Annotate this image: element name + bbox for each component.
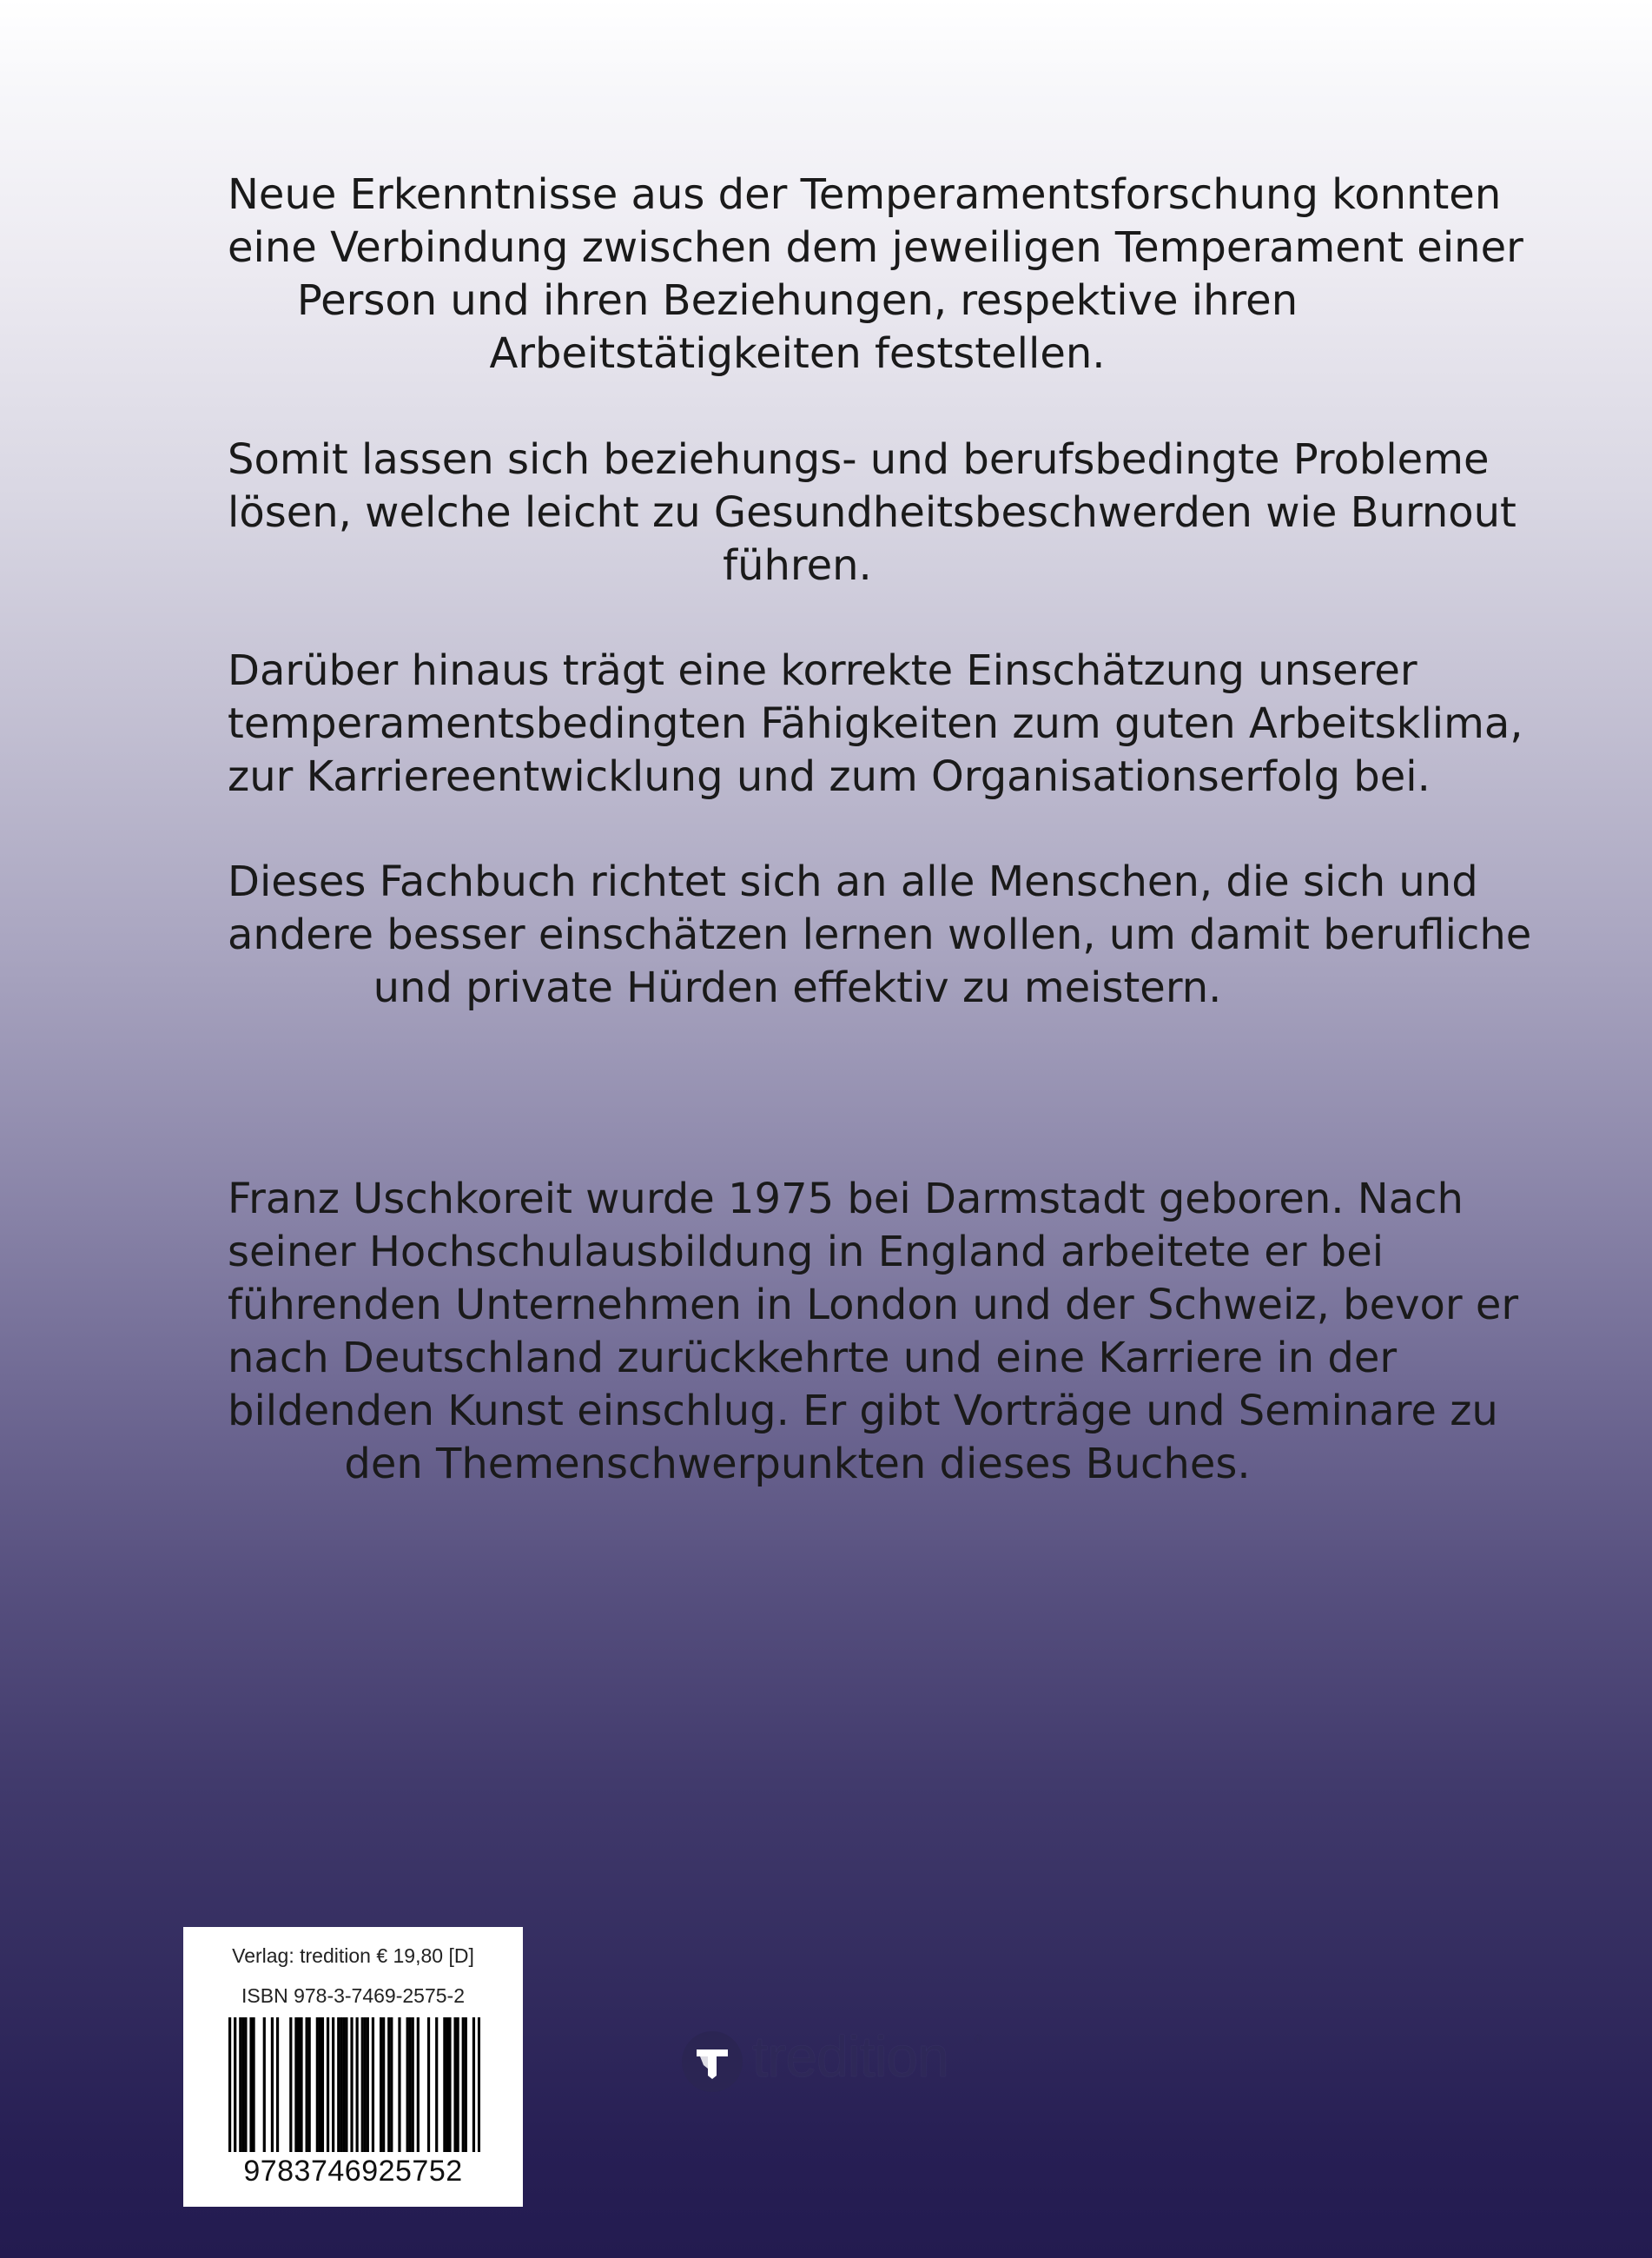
barcode-bar xyxy=(289,2017,292,2152)
barcode-bar xyxy=(472,2017,475,2152)
barcode-bar xyxy=(249,2017,252,2152)
barcode-image xyxy=(228,2017,480,2152)
barcode-bar xyxy=(443,2017,446,2152)
barcode-bar xyxy=(380,2017,382,2152)
text-line: Neue Erkenntnisse aus der Temperamentsforschung konnten xyxy=(228,170,1502,219)
barcode-bar xyxy=(350,2017,353,2152)
barcode-bar xyxy=(465,2017,467,2152)
blurb-paragraph-1 xyxy=(228,169,1523,381)
blurb-paragraph-2 xyxy=(228,434,1517,593)
text-line: temperamentsbedingten Fähigkeiten zum guten Arbeitsklima, xyxy=(228,699,1523,748)
barcode-bar xyxy=(453,2017,456,2152)
text-line: den Themenschwerpunkten dieses Buches. xyxy=(344,1440,1251,1488)
barcode-bar xyxy=(462,2017,465,2152)
barcode-digits: 9783746925752 xyxy=(243,2155,463,2188)
barcode-bar xyxy=(406,2017,409,2152)
text-line: eine Verbindung zwischen dem jeweiligen Temperament einer xyxy=(228,223,1523,272)
barcode-bar xyxy=(372,2017,374,2152)
barcode-bar xyxy=(337,2017,340,2152)
barcode-bar xyxy=(244,2017,247,2152)
barcode-bar xyxy=(234,2017,236,2152)
author-bio-paragraph xyxy=(228,1173,1519,1491)
publisher-logo xyxy=(681,2024,994,2095)
barcode-bar xyxy=(457,2017,459,2152)
barcode-bar xyxy=(409,2017,412,2152)
text-line: andere besser einschätzen lernen wollen, um damit berufliche xyxy=(228,910,1532,959)
barcode-bar xyxy=(252,2017,254,2152)
barcode-bar xyxy=(448,2017,451,2152)
publisher-price-line: Verlag: tredition € 19,80 [D] xyxy=(232,1944,474,1967)
blurb-paragraph-4 xyxy=(228,856,1532,1015)
barcode-bar xyxy=(308,2017,311,2152)
barcode-bar xyxy=(390,2017,393,2152)
text-line: nach Deutschland zurückkehrte und eine Karriere in der xyxy=(228,1334,1398,1382)
text-line: zur Karriereentwicklung und zum Organisationserfolg bei. xyxy=(228,752,1431,801)
barcode-bar xyxy=(332,2017,334,2152)
barcode-bar xyxy=(427,2017,430,2152)
barcode-label xyxy=(183,1927,523,2207)
text-line: lösen, welche leicht zu Gesundheitsbeschwerden wie Burnout xyxy=(228,488,1517,537)
text-line: und private Hürden effektiv zu meistern. xyxy=(373,963,1222,1012)
barcode-bar xyxy=(345,2017,347,2152)
barcode-bar xyxy=(435,2017,438,2152)
blurb-paragraph-3 xyxy=(228,645,1523,804)
text-line: Franz Uschkoreit wurde 1975 bei Darmstadt geboren. Nach xyxy=(228,1175,1464,1223)
barcode-bar xyxy=(294,2017,297,2152)
barcode-bar xyxy=(340,2017,342,2152)
tredition-t-logo-icon xyxy=(681,2030,743,2093)
text-line: führen. xyxy=(723,541,872,590)
text-line: bildenden Kunst einschlug. Er gibt Vorträge und Seminare zu xyxy=(228,1387,1498,1435)
barcode-bar xyxy=(241,2017,244,2152)
text-line: Person und ihren Beziehungen, respektive ihren xyxy=(296,276,1298,325)
barcode-bar xyxy=(300,2017,302,2152)
text-line: Dieses Fachbuch richtet sich an alle Menschen, die sich und xyxy=(228,858,1478,906)
barcode-bar xyxy=(412,2017,414,2152)
registered-mark: ® xyxy=(975,2032,983,2045)
text-line: seiner Hochschulausbildung in England arbeitete er bei xyxy=(228,1228,1384,1276)
barcode-bar xyxy=(271,2017,274,2152)
barcode-bar xyxy=(306,2017,308,2152)
publisher-logo-text: tredition xyxy=(752,2024,948,2089)
text-line: führenden Unternehmen in London und der Schweiz, bevor er xyxy=(228,1281,1519,1329)
text-line: Somit lassen sich beziehungs- und berufsbedingte Probleme xyxy=(228,435,1490,484)
barcode-bar xyxy=(316,2017,319,2152)
text-line: Arbeitstätigkeiten feststellen. xyxy=(489,329,1106,378)
barcode-bar xyxy=(387,2017,390,2152)
barcode-bar xyxy=(228,2017,231,2152)
barcode-bar xyxy=(239,2017,241,2152)
barcode-bar xyxy=(398,2017,400,2152)
barcode-bar xyxy=(367,2017,369,2152)
barcode-bar xyxy=(382,2017,385,2152)
barcode-bar xyxy=(327,2017,329,2152)
barcode-bar xyxy=(478,2017,480,2152)
barcode-bar xyxy=(361,2017,364,2152)
isbn-line: ISBN 978-3-7469-2575-2 xyxy=(241,1984,465,2007)
barcode-bar xyxy=(356,2017,359,2152)
barcode-bar xyxy=(276,2017,279,2152)
barcode-bar xyxy=(446,2017,448,2152)
barcode-bar xyxy=(417,2017,420,2152)
barcode-bar xyxy=(342,2017,345,2152)
barcode-bar xyxy=(319,2017,321,2152)
barcode-bar xyxy=(321,2017,324,2152)
text-line: Darüber hinaus trägt eine korrekte Einschätzung unserer xyxy=(228,646,1417,695)
barcode-bar xyxy=(297,2017,300,2152)
barcode-bar xyxy=(263,2017,266,2152)
barcode-bar xyxy=(364,2017,367,2152)
